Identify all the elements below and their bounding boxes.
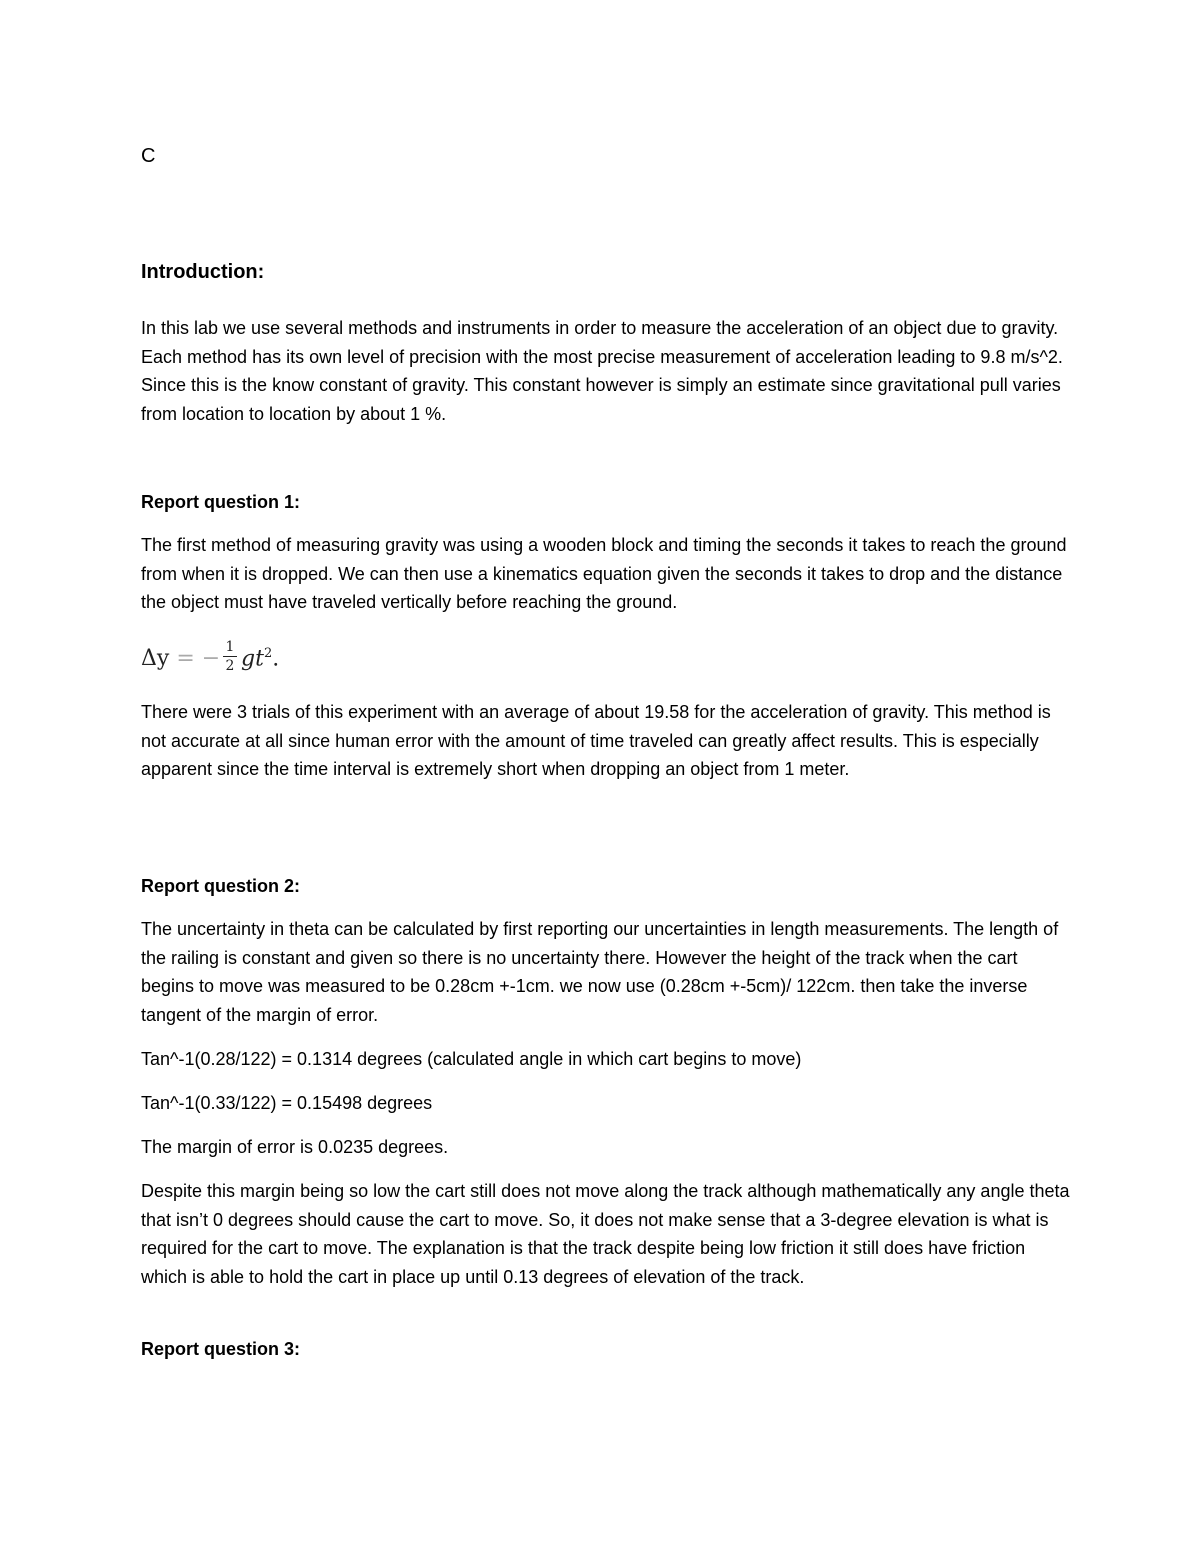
equation-left-side: Δy = −: [141, 646, 221, 671]
introduction-paragraph: In this lab we use several methods and instruments in order to measure the acceleration of an object due to gravity. Each method has its own level of precision with the most precise measurement of acceleration leading to 9.8 m/s^2. Since this is the know constant of gravity. This constant however is simply an estimate since gravitational pull varies from location to location by about 1 %.: [141, 318, 1063, 424]
kinematics-equation: [141, 640, 341, 684]
question1-heading: Report question 1:: [141, 492, 301, 512]
question1-paragraph: The first method of measuring gravity was using a wooden block and timing the seconds it takes to reach the ground from when it is dropped. We can then use a kinematics equation given the seconds it takes to drop and the distance the object must have traveled vertically before reaching the ground.: [141, 535, 1067, 612]
question1-results-paragraph: There were 3 trials of this experiment with an average of about 19.58 for the acceleration of gravity. This method is not accurate at all since human error with the amount of time traveled can greatly affect results. This is especially apparent since the time interval is extremely short when dropping an object from 1 meter.: [141, 702, 1051, 779]
introduction-heading: Introduction:: [141, 261, 265, 283]
question2-calculation-2: Tan^-1(0.33/122) = 0.15498 degrees: [141, 1093, 433, 1113]
question2-heading: Report question 2:: [141, 876, 301, 896]
question2-margin-of-error: The margin of error is 0.0235 degrees.: [141, 1137, 449, 1157]
equation-fraction: 1 2: [223, 640, 237, 673]
equation-right-side: $gt^2$.: [241, 646, 280, 672]
question2-calculation-1: Tan^-1(0.28/122) = 0.1314 degrees (calculated angle in which cart begins to move): [141, 1049, 802, 1069]
header-letter: C: [141, 145, 156, 167]
question3-heading: Report question 3:: [141, 1339, 301, 1359]
question2-paragraph: The uncertainty in theta can be calculated by first reporting our uncertainties in length measurements. The length of the railing is constant and given so there is no uncertainty there. However the height of the track when the cart begins to move was measured to be 0.28cm +-1cm. we now use (0.28cm +-5cm)/ 122cm. then take the inverse tangent of the margin of error.: [141, 919, 1059, 1025]
question2-explanation-paragraph: Despite this margin being so low the cart still does not move along the track although mathematically any angle theta that isn’t 0 degrees should cause the cart to move. So, it does not make sense that a 3-degree elevation is what is required for the cart to move. The explanation is that the track despite being low friction it still does have friction which is able to hold the cart in place up until 0.13 degrees of elevation of the track.: [141, 1181, 1070, 1287]
